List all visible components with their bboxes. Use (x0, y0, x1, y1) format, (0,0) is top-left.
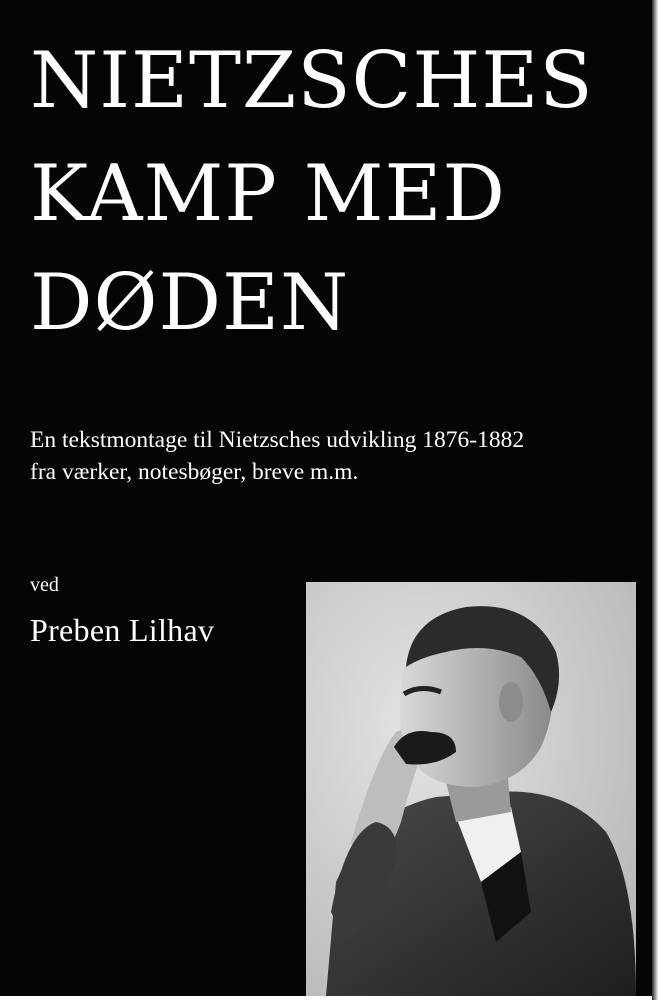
portrait-illustration (306, 582, 636, 996)
subtitle-line-1: En tekstmontage til Nietzsches udvikling 1876-1882 (30, 427, 525, 453)
title-line-2: KAMP MED (30, 149, 506, 239)
byline-prefix: ved (30, 574, 59, 596)
title-line-1: NIETZSCHES (30, 36, 594, 126)
cover-right-edge (652, 0, 658, 1000)
author-portrait-photo (306, 582, 636, 996)
title-line-3: DØDEN (30, 258, 350, 348)
author-name: Preben Lilhav (30, 612, 215, 648)
subtitle-line-2: fra værker, notesbøger, breve m.m. (30, 459, 359, 485)
